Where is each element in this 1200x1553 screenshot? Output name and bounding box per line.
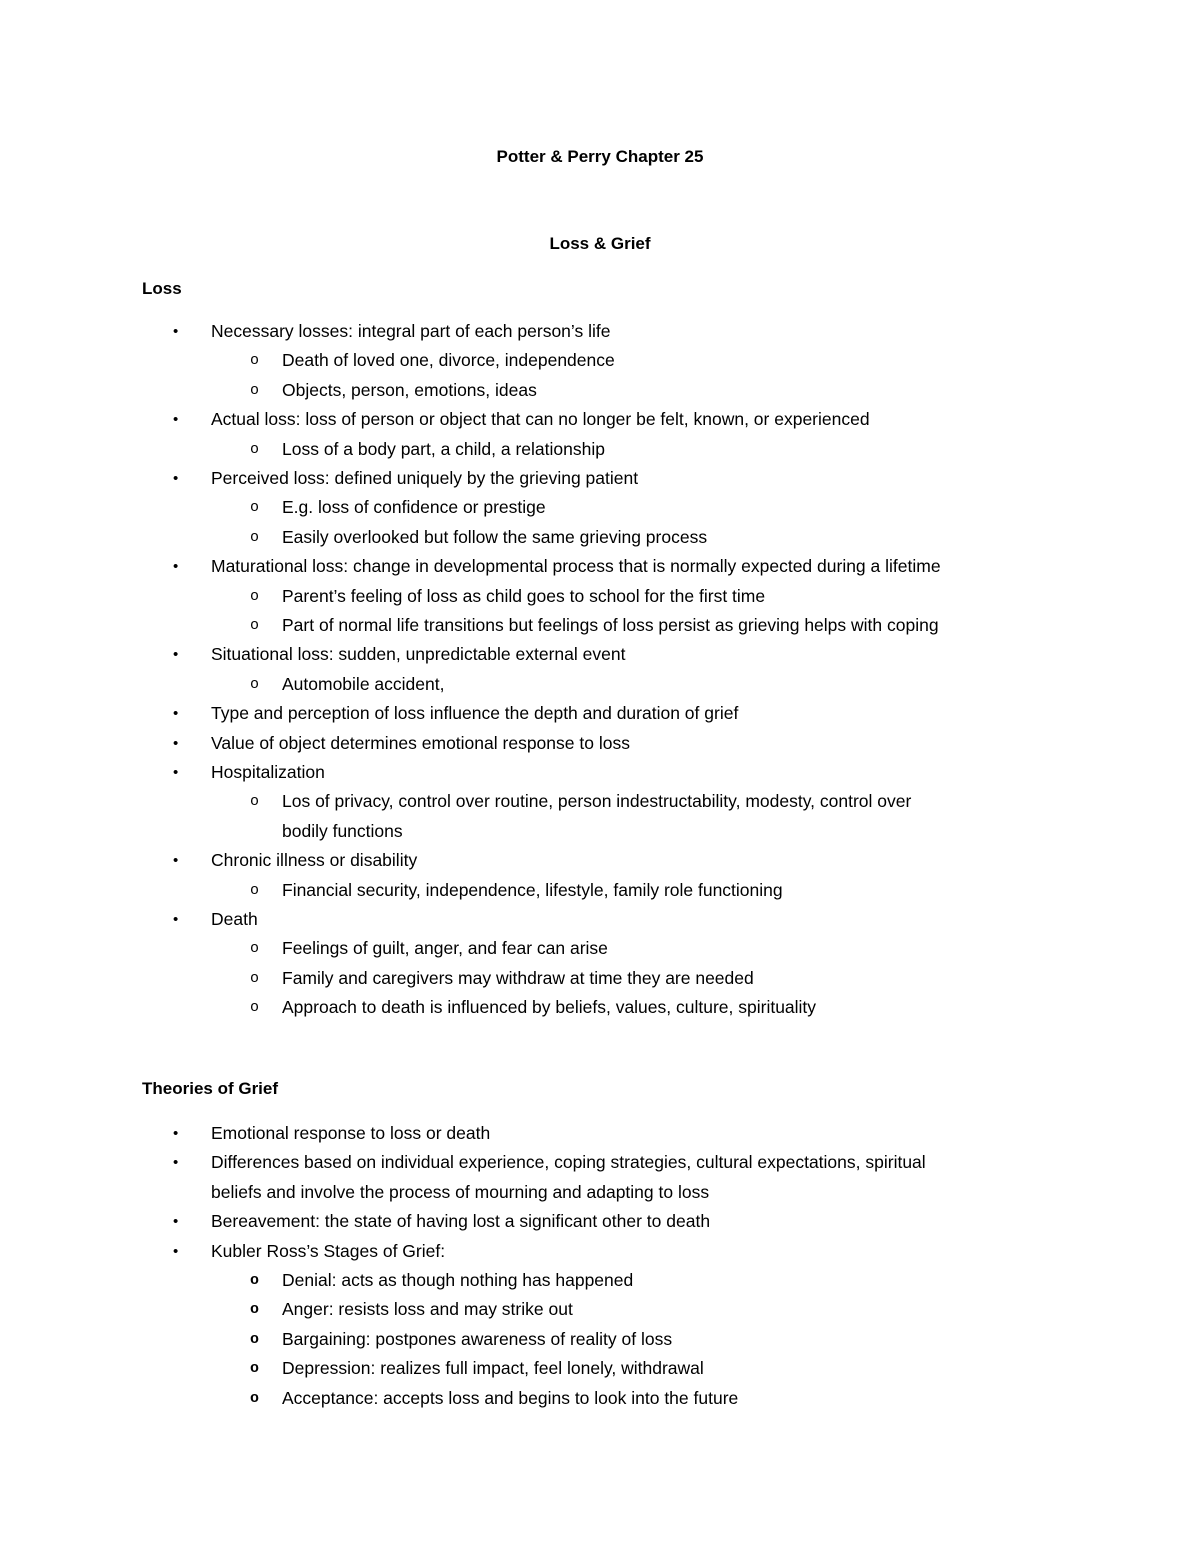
- sub-bullet-marker: o: [250, 940, 260, 958]
- sub-list-item: E.g. loss of confidence or prestige: [282, 497, 546, 518]
- list-item: Differences based on individual experience, coping strategies, cultural expectations, spiritual: [211, 1152, 926, 1173]
- sub-bullet-marker: o: [250, 881, 260, 899]
- sub-list-item: Parent’s feeling of loss as child goes to school for the first time: [282, 585, 766, 606]
- list-item: Necessary losses: integral part of each person’s life: [211, 321, 611, 341]
- bullet-marker: •: [173, 646, 179, 664]
- sub-list-item: Anger: resists loss and may strike out: [282, 1299, 573, 1320]
- sub-list-item: Death of loved one, divorce, independence: [282, 350, 615, 371]
- sub-bullet-marker: o: [250, 352, 260, 370]
- sub-bullet-marker: o: [250, 675, 260, 693]
- bullet-marker: •: [173, 1242, 179, 1260]
- sub-list-item: Easily overlooked but follow the same grieving process: [282, 526, 708, 547]
- document-subtitle: Loss & Grief: [549, 234, 651, 253]
- sub-list-item: Financial security, independence, lifestyle, family role functioning: [282, 879, 783, 900]
- section-heading-loss: Loss: [142, 279, 182, 298]
- bullet-marker: •: [173, 470, 179, 487]
- list-item-continuation: bodily functions: [282, 820, 403, 841]
- sub-bullet-marker: o: [250, 499, 260, 517]
- sub-bullet-marker: o: [250, 587, 260, 605]
- list-item: Hospitalization: [211, 762, 325, 782]
- sub-bullet-marker: o: [250, 1330, 260, 1348]
- list-item: Chronic illness or disability: [211, 850, 418, 871]
- bullet-marker: •: [173, 558, 179, 576]
- sub-list-item: Bargaining: postpones awareness of reality of loss: [282, 1328, 673, 1349]
- list-item: Situational loss: sudden, unpredictable external event: [211, 644, 626, 665]
- sub-list-item: Loss of a body part, a child, a relationship: [282, 438, 605, 459]
- bullet-marker: •: [173, 764, 179, 781]
- sub-bullet-marker: o: [250, 969, 260, 987]
- sub-bullet-marker: o: [250, 381, 260, 399]
- sub-bullet-marker: o: [250, 999, 260, 1017]
- sub-bullet-marker: o: [250, 793, 260, 811]
- bullet-marker: •: [173, 911, 179, 928]
- bullet-marker: •: [173, 705, 179, 723]
- sub-bullet-marker: o: [250, 1301, 260, 1319]
- bullet-marker: •: [173, 852, 179, 870]
- list-item: Perceived loss: defined uniquely by the grieving patient: [211, 468, 639, 488]
- sub-list-item: Acceptance: accepts loss and begins to look into the future: [282, 1387, 739, 1408]
- list-item: Kubler Ross’s Stages of Grief:: [211, 1240, 446, 1261]
- sub-list-item: Feelings of guilt, anger, and fear can arise: [282, 938, 608, 959]
- document-title: Potter & Perry Chapter 25: [496, 147, 704, 166]
- sub-bullet-marker: o: [250, 440, 260, 458]
- bullet-marker: •: [173, 734, 179, 752]
- list-item: Type and perception of loss influence the depth and duration of grief: [211, 703, 739, 724]
- bullet-marker: •: [173, 1125, 179, 1142]
- sub-bullet-marker: o: [250, 1389, 260, 1407]
- list-item-continuation: beliefs and involve the process of mourning and adapting to loss: [211, 1181, 710, 1202]
- sub-bullet-marker: o: [250, 528, 260, 546]
- list-item: Death: [211, 909, 258, 929]
- list-item: Bereavement: the state of having lost a significant other to death: [211, 1211, 711, 1232]
- sub-list-item: Approach to death is influenced by beliefs, values, culture, spirituality: [282, 997, 817, 1018]
- list-item: Actual loss: loss of person or object that can no longer be felt, known, or experienced: [211, 409, 870, 430]
- sub-list-item: Family and caregivers may withdraw at time they are needed: [282, 967, 754, 988]
- sub-list-item: Los of privacy, control over routine, person indestructability, modesty, control over: [282, 791, 912, 812]
- list-item: Maturational loss: change in developmental process that is normally expected during a lifetime: [211, 556, 941, 577]
- list-item: Value of object determines emotional response to loss: [211, 732, 630, 753]
- bullet-marker: •: [173, 323, 179, 340]
- sub-bullet-marker: o: [250, 1272, 260, 1289]
- bullet-marker: •: [173, 411, 179, 429]
- bullet-marker: •: [173, 1154, 179, 1172]
- section-heading-theories-of-grief: Theories of Grief: [142, 1079, 279, 1098]
- list-item: Emotional response to loss or death: [211, 1123, 491, 1143]
- sub-list-item: Denial: acts as though nothing has happened: [282, 1270, 634, 1290]
- sub-list-item: Part of normal life transitions but feelings of loss persist as grieving helps with coping: [282, 615, 939, 635]
- sub-bullet-marker: o: [250, 617, 260, 634]
- sub-list-item: Objects, person, emotions, ideas: [282, 379, 537, 400]
- sub-bullet-marker: o: [250, 1360, 260, 1378]
- sub-list-item: Depression: realizes full impact, feel lonely, withdrawal: [282, 1358, 704, 1379]
- sub-list-item: Automobile accident,: [282, 673, 445, 694]
- bullet-marker: •: [173, 1213, 179, 1231]
